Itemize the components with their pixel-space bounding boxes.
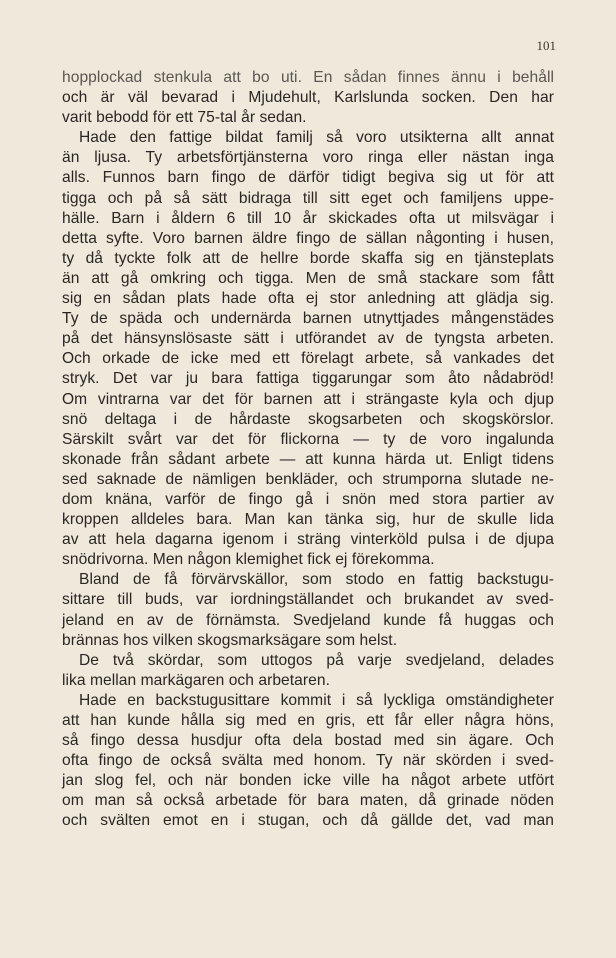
text-line: kroppen alldeles bara. Man kan tänka sig, hur de skulle lida (62, 511, 554, 529)
page-number: 101 (536, 38, 556, 53)
text-line: ty då tyckte folk att de hellre borde skaffa sig en tjänsteplats (62, 249, 554, 267)
text-line: sig en sådan plats hade ofta ej stor anledning att glädja sig. (62, 290, 554, 308)
text-line: att han kunde hålla sig med en gris, ett får eller några höns, (62, 712, 554, 729)
text-line: sed saknade de nämligen benkläder, och strumporna slutade ne- (62, 470, 554, 488)
text-line: jeland en av de förnämsta. Svedjeland kunde få huggas och (62, 611, 554, 629)
text-line: jan slog fel, och när bonden icke ville ha något arbete utfört (62, 772, 554, 790)
text-line: alls. Funnos barn fingo de därför tidigt begiva sig ut för att (62, 169, 554, 187)
text-line: stryk. Det var ju bara fattiga tiggarungar som åto nådabröd! (62, 370, 554, 388)
body-text (62, 68, 554, 832)
text-line: Hade den fattige bildat familj så voro utsikterna allt annat (79, 129, 554, 147)
text-line: så fingo dessa husdjur ofta dela bostad med sin ägare. Och (62, 732, 554, 750)
text-line: brännas hos vilken skogsmarksägare som helst. (62, 631, 398, 649)
text-line: Och orkade de icke med ett förelagt arbete, så vankades det (62, 350, 554, 368)
text-line: De två skördar, som uttogos på varje svedjeland, delades (79, 651, 554, 669)
text-line: sittare till buds, var iordningställandet och brukandet av sved- (62, 591, 554, 609)
text-line: hopplockad stenkula att bo uti. En sådan finnes ännu i behåll (62, 69, 554, 86)
text-line: snödrivorna. Men någon klemighet fick ej förekomma. (62, 551, 435, 569)
text-line: hälle. Barn i åldern 6 till 10 år skickades ofta ut milsvägar i (62, 209, 554, 227)
text-line: om man så också arbetade för bara maten, då grinade nöden (62, 792, 554, 810)
text-line: lika mellan markägaren och arbetaren. (62, 671, 330, 689)
text-line: Bland de få förvärvskällor, som stodo en fattig backstugu- (79, 571, 554, 589)
text-line: tigga och på så sätt bidraga till sitt eget och familjens uppe- (62, 189, 554, 207)
text-line: detta syfte. Voro barnen äldre fingo de sällan någonting i husen, (62, 229, 554, 247)
text-line: av att hela dagarna igenom i sträng vinterköld pulsa i de djupa (62, 531, 554, 549)
text-line: än att gå omkring och tigga. Men de små stackare som fått (62, 269, 554, 287)
text-line: än ljusa. Ty arbetsförtjänsterna voro ringa eller nästan inga (62, 149, 554, 167)
text-line: varit bebodd för ett 75-tal år sedan. (62, 109, 307, 127)
text-line: Hade en backstugusittare kommit i så lyckliga omständigheter (79, 691, 554, 709)
text-line: snö deltaga i de hårdaste skogsarbeten och skogskörslor. (62, 410, 554, 428)
text-line: Särskilt svårt var det för flickorna — ty de voro ingalunda (62, 430, 554, 448)
text-line: dom knäna, varför de fingo gå i snön med stora partier av (62, 490, 554, 508)
text-line: ofta fingo de också svälta med honom. Ty när skörden i sved- (62, 752, 554, 770)
text-line: och svälten emot en i stugan, och då gällde det, vad man (62, 812, 554, 830)
text-line: på det hänsynslösaste sätt i utförandet av de tyngsta arbeten. (62, 330, 554, 348)
text-line: skonade från sådant arbete — att kunna härda ut. Enligt tidens (62, 450, 554, 468)
text-line: och är väl bevarad i Mjudehult, Karlslunda socken. Den har (62, 89, 554, 107)
text-line: Ty de späda och undernärda barnen utnyttjades mångenstädes (62, 310, 554, 328)
text-line: Om vintrarna var det för barnen att i strängaste kyla och djup (62, 390, 554, 408)
